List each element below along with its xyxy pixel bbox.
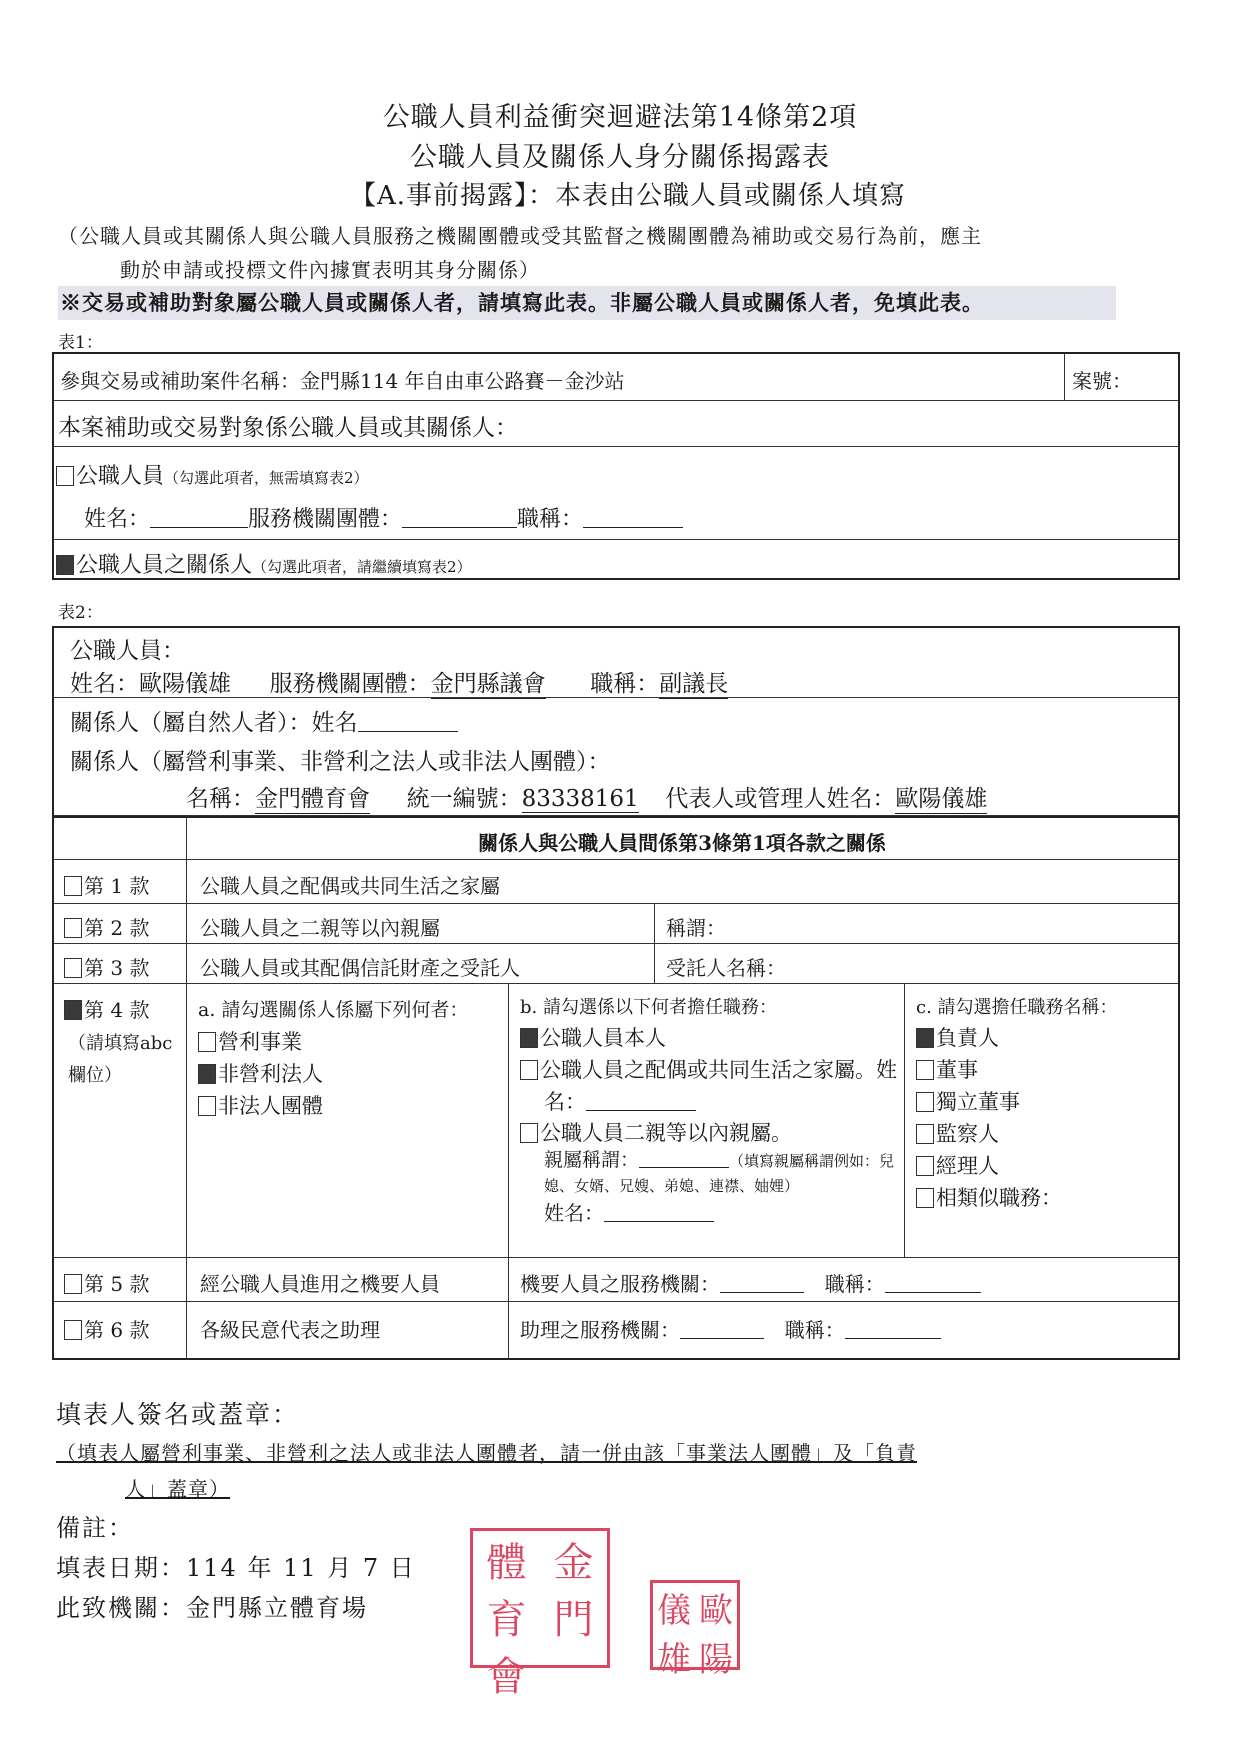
seal-char: 金 (553, 1540, 594, 1586)
table1-official-row (54, 447, 1178, 540)
clause-3-checkbox[interactable] (64, 958, 82, 978)
recipient-value[interactable]: 金門縣立體育場 (186, 1594, 368, 1622)
divider (186, 984, 187, 1257)
clause-row-5 (54, 1258, 1178, 1302)
clause-2-extra[interactable]: 稱謂： (666, 916, 726, 940)
col-b-title: b. 請勾選係以下何者擔任職務： (520, 997, 777, 1018)
signature-note-text: （填表人屬營利事業、非營利之法人或非法人團體者，請一併由該「事業法人團體」及「負責 (56, 1441, 917, 1465)
seal-char: 育 (486, 1597, 527, 1643)
divider (186, 1302, 187, 1358)
table2-official-row (54, 628, 1178, 698)
rep-value[interactable]: 歐陽儀雄 (895, 780, 987, 814)
checkbox[interactable] (916, 1188, 934, 1208)
seal-char: 儀 (657, 1591, 691, 1631)
col-a-title: a. 請勾選關係人係屬下列何者： (198, 999, 469, 1021)
col-c-option-6[interactable] (916, 1182, 1176, 1214)
grid-header-row (54, 816, 1178, 860)
clause-6-title-field[interactable] (845, 1320, 941, 1339)
clause-3-desc: 公職人員或其配偶信託財產之受託人 (200, 956, 520, 980)
official-title-label: 職稱： (590, 671, 660, 697)
seal-char: 陽 (699, 1640, 733, 1680)
option-label: 負責人 (936, 1026, 999, 1050)
table1-subject-row (54, 401, 1178, 447)
col-b-option-2[interactable] (520, 1054, 900, 1118)
official-name-label: 姓名： (84, 507, 151, 532)
clause-5-agency-label: 機要人員之服務機關： (520, 1272, 720, 1296)
official-name-value[interactable]: 歐陽儀雄 (139, 671, 231, 697)
relative-name-label: 姓名： (544, 1201, 604, 1225)
clause-4[interactable] (64, 994, 149, 1023)
date-label: 填表日期： (56, 1554, 186, 1582)
clause-3[interactable] (64, 952, 149, 981)
case-name-value[interactable]: 金門縣114 年自由車公路賽－金沙站 (300, 369, 625, 393)
divider (186, 1258, 187, 1301)
entity-name-value[interactable]: 金門體育會 (255, 780, 370, 814)
official-agency-field[interactable] (402, 509, 517, 528)
clause-5-title-field[interactable] (885, 1274, 981, 1293)
divider (654, 904, 655, 943)
official-name-label: 姓名： (70, 671, 139, 697)
official-title-label: 職稱： (517, 507, 584, 532)
clause-2-label: 第 2 款 (84, 916, 150, 940)
seal-char (540, 1645, 607, 1702)
signature-label[interactable]: 填表人簽名或蓋章： (56, 1400, 300, 1429)
table1 (52, 352, 1180, 580)
official-checkbox[interactable] (56, 466, 74, 486)
official-info (70, 665, 728, 699)
table1-label: 表1： (58, 333, 103, 353)
signature-note-line2 (125, 1473, 230, 1502)
related-checkbox-checked[interactable] (56, 555, 74, 575)
clause-6-title-label: 職稱： (784, 1318, 845, 1342)
checkbox-checked[interactable] (520, 1028, 538, 1048)
clause-5-fields (520, 1268, 981, 1297)
official-agency-label: 服務機關團體： (269, 671, 431, 697)
relative-note: （填寫親屬稱謂例如：兒媳、女婿、兄嫂、弟媳、連襟、妯娌） (544, 1152, 895, 1195)
checkbox[interactable] (916, 1156, 934, 1176)
table1-case-row (54, 354, 1178, 401)
option-label: 非營利法人 (218, 1062, 323, 1086)
signature-note-line1 (56, 1437, 917, 1466)
clause-6-agency-label: 助理之服務機關： (520, 1318, 680, 1342)
checkbox-checked[interactable] (916, 1028, 934, 1048)
clause-row-6 (54, 1302, 1178, 1358)
instruction-note-line1: （公職人員或其關係人與公職人員服務之機關團體或受其監督之機關團體為補助或交易行為前，應主 (58, 224, 982, 248)
natural-person-field[interactable] (358, 713, 458, 732)
clause-6-agency-field[interactable] (680, 1320, 764, 1339)
entity-info (186, 780, 987, 814)
col-b (520, 994, 900, 1228)
col-c-option-1[interactable] (916, 1022, 1176, 1054)
option-label: 公職人員之配偶或共同生活之家屬。姓名： (540, 1058, 897, 1114)
checkbox[interactable] (916, 1124, 934, 1144)
option-label: 公職人員本人 (540, 1026, 666, 1050)
signature-note-text2: 人」蓋章） (125, 1477, 230, 1501)
divider (508, 984, 509, 1257)
table2-label: 表2： (58, 603, 103, 623)
clause-5-label: 第 5 款 (84, 1272, 150, 1296)
clause-5-title-label: 職稱： (824, 1272, 885, 1296)
option-label: 獨立董事 (936, 1090, 1020, 1114)
clause-3-label: 第 3 款 (84, 956, 150, 980)
seal-char: 體 (486, 1540, 527, 1586)
col-b-option-3[interactable] (520, 1118, 900, 1148)
checkbox[interactable] (198, 1032, 216, 1052)
fill-date (56, 1548, 416, 1583)
divider (186, 944, 187, 983)
clause-row-1 (54, 860, 1178, 904)
official-title-value[interactable]: 副議長 (659, 665, 728, 699)
form-title: 公職人員及關係人身分關係揭露表 (410, 142, 830, 173)
clause-1[interactable] (64, 870, 149, 899)
divider (186, 904, 187, 943)
clause-2-desc: 公職人員之二親等以內親屬 (200, 916, 440, 940)
clause-6-fields (520, 1314, 941, 1343)
entity-name-label: 名稱： (186, 786, 255, 812)
divider (1064, 354, 1065, 400)
clause-4-note: （請填寫abc欄位） (68, 1033, 173, 1086)
organization-seal (470, 1528, 610, 1700)
col-c-option-2[interactable] (916, 1054, 1176, 1086)
official-title-field[interactable] (583, 509, 683, 528)
relative-title-field[interactable] (639, 1149, 729, 1168)
case-number-label: 案號： (1072, 369, 1132, 393)
official-agency-label: 服務機關團體： (248, 507, 403, 532)
official-fields (84, 502, 683, 533)
clause-4-label: 第 4 款 (84, 998, 150, 1022)
option-label: 董事 (936, 1058, 978, 1082)
remarks-label: 備註： (56, 1514, 134, 1542)
natural-person (70, 704, 458, 737)
col-c-option-3[interactable] (916, 1086, 1176, 1118)
form-title-law: 公職人員利益衝突迴避法第14條第2項 (382, 102, 858, 133)
spouse-name-field[interactable] (586, 1092, 696, 1111)
checkbox[interactable] (520, 1060, 538, 1080)
subject-line: 本案補助或交易對象係公職人員或其關係人： (58, 415, 518, 441)
option-label: 營利事業 (218, 1030, 302, 1054)
col-a-option-3[interactable] (198, 1090, 498, 1122)
col-a (198, 994, 498, 1122)
clause-2-checkbox[interactable] (64, 918, 82, 938)
tax-id-label: 統一編號： (406, 786, 522, 812)
clause-6-checkbox[interactable] (64, 1320, 82, 1340)
divider (186, 860, 187, 903)
case-name (60, 365, 625, 394)
relative-title (520, 1148, 900, 1198)
option-official-label: 公職人員 (76, 464, 165, 489)
highlight-notice: ※交易或補助對象屬公職人員或關係人者，請填寫此表。非屬公職人員或關係人者，免填此表。 (58, 286, 1116, 320)
seal-char: 會 (486, 1654, 527, 1700)
official-heading: 公職人員： (70, 638, 185, 664)
col-c (916, 994, 1176, 1214)
case-name-label: 參與交易或補助案件名稱： (60, 369, 300, 393)
recipient-label: 此致機關： (56, 1594, 186, 1622)
form-subtitle: 【A.事前揭露】：本表由公職人員或關係人填寫 (350, 181, 907, 211)
clause-4-checkbox-checked[interactable] (64, 1000, 82, 1020)
clause-1-desc: 公職人員之配偶或共同生活之家屬 (200, 874, 500, 898)
option-official[interactable] (56, 459, 369, 490)
tax-id-value[interactable]: 83338161 (521, 786, 639, 812)
clause-5[interactable] (64, 1268, 149, 1297)
checkbox[interactable] (198, 1096, 216, 1116)
option-official-note: （勾選此項者，無需填寫表2） (164, 469, 369, 487)
clause-2[interactable] (64, 912, 149, 941)
clause-5-agency-field[interactable] (720, 1274, 804, 1293)
clause-1-checkbox[interactable] (64, 876, 82, 896)
date-value[interactable]: 114 年 11 月 7 日 (186, 1554, 416, 1582)
checkbox[interactable] (520, 1123, 538, 1143)
col-c-option-4[interactable] (916, 1118, 1176, 1150)
divider (904, 984, 905, 1257)
col-a-option-2[interactable] (198, 1058, 498, 1090)
relative-title-label: 親屬稱謂： (544, 1149, 640, 1171)
seal-char: 雄 (657, 1640, 691, 1680)
col-b-option-1[interactable] (520, 1022, 900, 1054)
option-label: 經理人 (936, 1154, 999, 1178)
personal-seal (650, 1580, 740, 1680)
clause-6-label: 第 6 款 (84, 1318, 150, 1342)
table2 (52, 626, 1180, 1360)
clause-row-3 (54, 944, 1178, 984)
case-number[interactable] (1072, 365, 1132, 394)
option-related-label: 公職人員之關係人 (76, 553, 253, 578)
relative-name (520, 1198, 900, 1228)
option-label: 公職人員二親等以內親屬。 (540, 1121, 792, 1145)
divider (508, 1258, 509, 1301)
col-c-option-5[interactable] (916, 1150, 1176, 1182)
clause-3-extra[interactable]: 受託人名稱： (666, 956, 786, 980)
col-c-title: c. 請勾選擔任職務名稱： (916, 997, 1118, 1018)
col-a-option-1[interactable] (198, 1026, 498, 1058)
option-label: 相類似職務： (936, 1186, 1062, 1210)
option-label: 監察人 (936, 1122, 999, 1146)
clause-row-4 (54, 984, 1178, 1258)
rep-label: 代表人或管理人姓名： (665, 786, 896, 812)
seal-char: 門 (553, 1597, 594, 1643)
option-related[interactable] (56, 548, 472, 579)
checkbox-checked[interactable] (198, 1064, 216, 1084)
instruction-note-line2: 動於申請或投標文件內據實表明其身分關係） (120, 258, 540, 282)
clause-6[interactable] (64, 1314, 149, 1343)
clause-5-checkbox[interactable] (64, 1274, 82, 1294)
seal-char: 歐 (699, 1591, 733, 1631)
option-related-note: （勾選此項者，請繼續填寫表2） (252, 558, 472, 576)
option-label: 非法人團體 (218, 1094, 323, 1118)
clause-5-desc: 經公職人員進用之機要人員 (200, 1272, 440, 1296)
checkbox[interactable] (916, 1060, 934, 1080)
natural-person-label: 關係人（屬自然人者）：姓名 (70, 710, 358, 736)
divider (654, 944, 655, 983)
clause-1-label: 第 1 款 (84, 874, 150, 898)
clause-row-2 (54, 904, 1178, 944)
official-name-field[interactable] (150, 509, 248, 528)
relative-name-field[interactable] (604, 1203, 714, 1222)
divider (508, 1302, 509, 1358)
entity-label: 關係人（屬營利事業、非營利之法人或非法人團體）： (70, 749, 611, 775)
recipient (56, 1588, 368, 1623)
checkbox[interactable] (916, 1092, 934, 1112)
clause-6-desc: 各級民意代表之助理 (200, 1318, 380, 1342)
table2-relation-row (54, 698, 1178, 816)
official-agency-value[interactable]: 金門縣議會 (431, 665, 546, 699)
grid-header: 關係人與公職人員間係第3條第1項各款之關係 (478, 831, 886, 855)
